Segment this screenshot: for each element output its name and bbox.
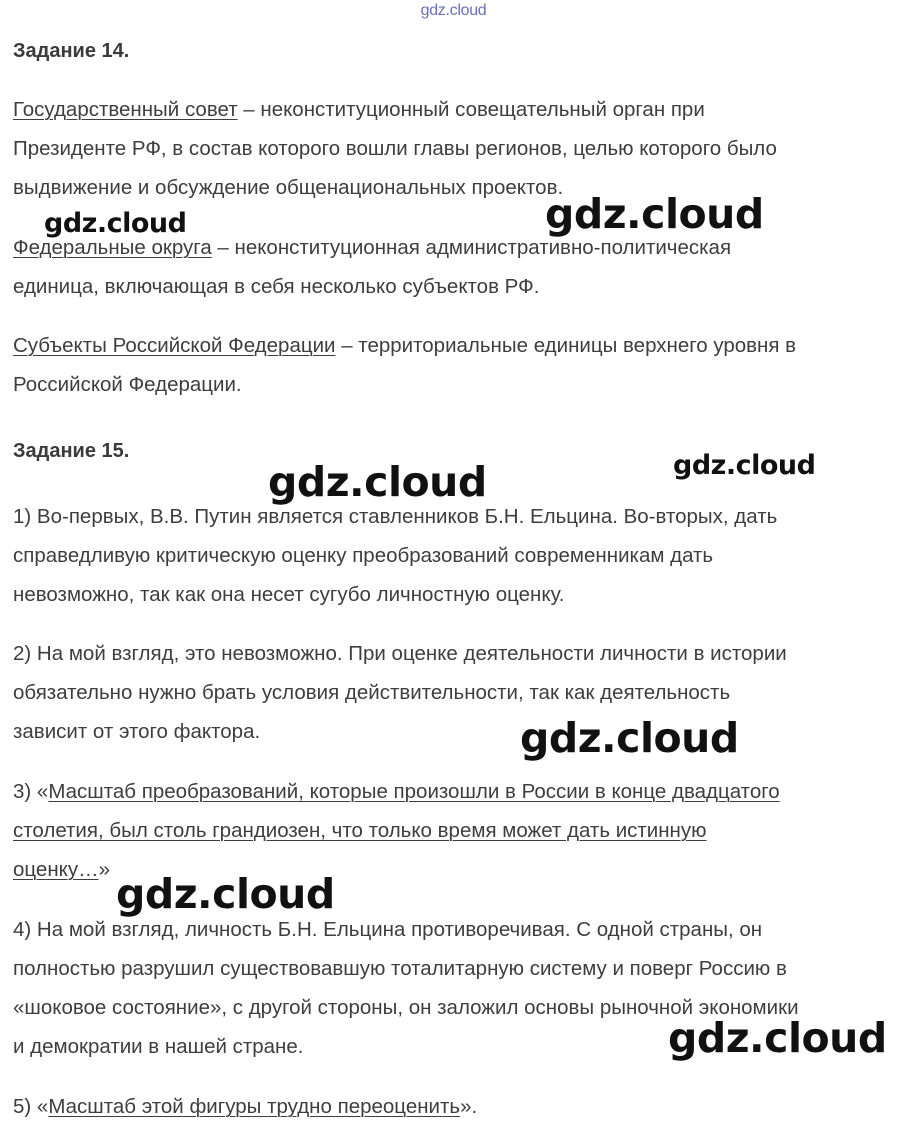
term-state-council: Государственный совет	[13, 98, 238, 121]
task14-heading: Задание 14.	[13, 40, 130, 62]
task15-answer-5: 5) «Масштаб этой фигуры трудно переоценить».	[13, 1095, 478, 1118]
task15-answer-4: 4) На мой взгляд, личность Б.Н. Ельцина противоречивая. С одной страны, он полностью разрушил существовавшую тоталитарную систему и поверг Россию в «шоковое состояние», с другой стороны, он заложил основы рыночной экономики и демократии в нашей стране.	[13, 918, 799, 1058]
watermark: gdz.cloud	[116, 870, 335, 918]
watermark: gdz.cloud	[673, 450, 816, 481]
task15-heading: Задание 15.	[13, 440, 130, 462]
task14-definition-federal-subjects: Субъекты Российской Федерации – территориальные единицы верхнего уровня в Российской Федерации.	[13, 334, 797, 396]
watermark: gdz.cloud	[545, 190, 764, 238]
watermark: gdz.cloud	[44, 208, 187, 239]
watermark: gdz.cloud	[520, 714, 739, 762]
quote-underlined: Масштаб преобразований, которые произошли в России в конце двадцатого	[48, 780, 780, 803]
top-watermark: gdz.cloud	[420, 2, 487, 19]
watermark: gdz.cloud	[268, 458, 487, 506]
task15-answer-2: 2) На мой взгляд, это невозможно. При оценке деятельности личности в истории обязательно нужно брать условия действительности, так как деятельность зависит от этого фактора.	[13, 642, 787, 743]
term-federal-districts: Федеральные округа	[13, 236, 212, 259]
task14-definition-federal-districts: Федеральные округа – неконституционная административно-политическая единица, включающая в себя несколько субъектов РФ.	[13, 236, 732, 298]
task14-definition-state-council: Государственный совет – неконституционный совещательный орган при Президенте РФ, в состав которого вошли главы регионов, целью которого было выдвижение и обсуждение общенациональных проектов.	[13, 98, 777, 199]
task15-answer-1: 1) Во-первых, В.В. Путин является ставленников Б.Н. Ельцина. Во-вторых, дать справедливую критическую оценку преобразований современникам дать невозможно, так как она несет сугубо личностную оценку.	[13, 505, 778, 606]
task15-answer-3: 3) «Масштаб преобразований, которые произошли в России в конце двадцатого столетия, был столь грандиозен, что только время может дать истинную оценку…»	[13, 780, 780, 881]
term-federal-subjects: Субъекты Российской Федерации	[13, 334, 336, 357]
watermark: gdz.cloud	[668, 1014, 887, 1062]
quote-underlined-5: Масштаб этой фигуры трудно переоценить	[48, 1095, 461, 1118]
